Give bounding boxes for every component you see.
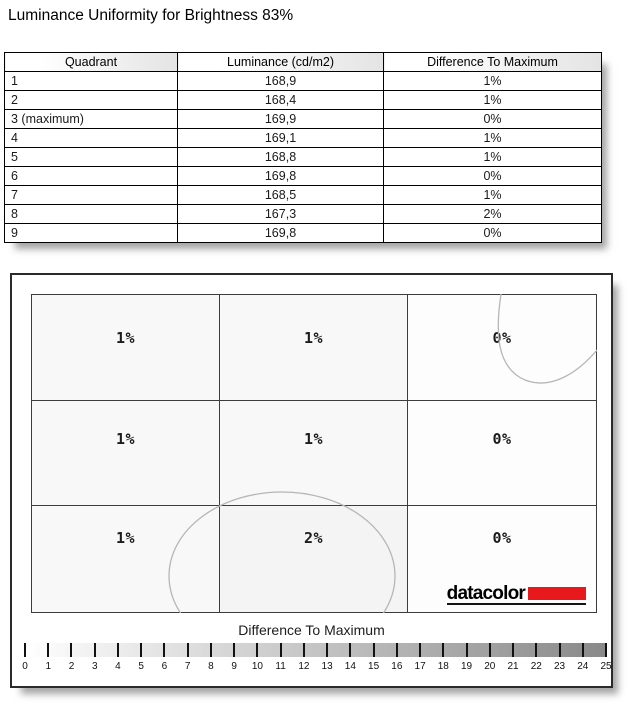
table-row bbox=[5, 129, 602, 148]
scale-tick-label: 12 bbox=[298, 661, 310, 672]
table-row bbox=[5, 167, 602, 186]
scale-tick-label: 13 bbox=[321, 661, 333, 672]
uniformity-table-body bbox=[5, 72, 602, 243]
scale-tick bbox=[210, 643, 212, 657]
scale-tick-label: 24 bbox=[577, 661, 589, 672]
uniformity-grid bbox=[31, 294, 597, 613]
datacolor-logo-red-bar bbox=[528, 587, 586, 600]
grid-cell-percent-label: 1% bbox=[115, 429, 136, 448]
quadrant-cell: 5 bbox=[5, 148, 178, 167]
scale-tick bbox=[605, 643, 607, 657]
table-row bbox=[5, 186, 602, 205]
scale-tick-labels bbox=[22, 661, 612, 673]
difference-cell: 1% bbox=[384, 186, 602, 205]
difference-cell: 1% bbox=[384, 72, 602, 91]
quadrant-cell: 7 bbox=[5, 186, 178, 205]
scale-tick bbox=[47, 643, 49, 657]
datacolor-logo bbox=[446, 583, 586, 605]
scale-tick-label: 0 bbox=[22, 661, 28, 672]
grid-cell bbox=[32, 401, 220, 507]
difference-cell: 1% bbox=[384, 148, 602, 167]
scale-tick-label: 19 bbox=[460, 661, 473, 672]
grid-cell-percent-label: 0% bbox=[492, 329, 512, 348]
scale-tick bbox=[280, 643, 282, 657]
scale-tick bbox=[582, 643, 584, 657]
grid-cell-percent-label: 1% bbox=[303, 329, 324, 348]
scale-tick-label: 17 bbox=[414, 661, 426, 672]
quadrant-cell: 2 bbox=[5, 91, 178, 110]
scale-tick-label: 15 bbox=[368, 661, 380, 672]
table-row bbox=[5, 148, 602, 167]
difference-cell: 1% bbox=[384, 91, 602, 110]
grid-cell-percent-label: 1% bbox=[115, 329, 136, 348]
table-row bbox=[5, 72, 602, 91]
luminance-cell: 168,9 bbox=[178, 72, 384, 91]
grid-cell-percent-label: 2% bbox=[303, 529, 324, 548]
quadrant-cell: 1 bbox=[5, 72, 178, 91]
luminance-cell: 169,8 bbox=[178, 167, 384, 186]
luminance-cell: 169,9 bbox=[178, 110, 384, 129]
scale-tick bbox=[489, 643, 491, 657]
scale-tick bbox=[140, 643, 142, 657]
grid-cell-percent-label: 0% bbox=[492, 429, 512, 448]
scale-tick-label: 10 bbox=[251, 661, 263, 672]
difference-cell: 2% bbox=[384, 205, 602, 224]
scale-gradient-bar bbox=[25, 643, 606, 657]
scale-tick-label: 21 bbox=[507, 661, 519, 672]
scale-tick-label: 16 bbox=[391, 661, 403, 672]
grid-cell bbox=[220, 506, 408, 612]
quadrant-cell: 3 (maximum) bbox=[5, 110, 178, 129]
scale-tick bbox=[373, 643, 375, 657]
luminance-cell: 168,8 bbox=[178, 148, 384, 167]
grid-cell bbox=[220, 401, 408, 507]
grid-cell-percent-label: 1% bbox=[303, 429, 324, 448]
scale-tick bbox=[466, 643, 468, 657]
grid-cell bbox=[408, 401, 596, 507]
scale-tick-label: 8 bbox=[208, 661, 214, 672]
scale-tick bbox=[233, 643, 235, 657]
table-header-difference: Difference To Maximum bbox=[384, 53, 602, 72]
table-header-row bbox=[5, 53, 602, 72]
grid-cell bbox=[32, 295, 220, 401]
grid-cell bbox=[32, 506, 220, 612]
scale-tick bbox=[419, 643, 421, 657]
scale-tick bbox=[256, 643, 258, 657]
difference-cell: 0% bbox=[384, 224, 602, 243]
scale-tick bbox=[559, 643, 561, 657]
scale-tick-label: 22 bbox=[530, 661, 542, 672]
scale-tick-label: 5 bbox=[138, 661, 144, 672]
grid-cell-percent-label: 0% bbox=[492, 529, 512, 548]
scale-tick bbox=[303, 643, 305, 657]
grid-cell-percent-label: 1% bbox=[115, 529, 136, 548]
scale-tick-label: 11 bbox=[275, 661, 286, 672]
scale-tick-label: 20 bbox=[484, 661, 496, 672]
scale-tick-label: 7 bbox=[184, 661, 191, 672]
luminance-cell: 169,1 bbox=[178, 129, 384, 148]
uniformity-table bbox=[4, 52, 602, 243]
scale-tick bbox=[163, 643, 165, 657]
table-header-luminance: Luminance (cd/m2) bbox=[178, 53, 384, 72]
scale-tick bbox=[117, 643, 119, 657]
page-title: Luminance Uniformity for Brightness 83% bbox=[8, 7, 294, 24]
scale-tick bbox=[94, 643, 96, 657]
luminance-cell: 168,4 bbox=[178, 91, 384, 110]
scale-tick bbox=[442, 643, 444, 657]
scale-tick-label: 14 bbox=[344, 661, 356, 672]
datacolor-logo-text: datacolor bbox=[446, 583, 525, 604]
quadrant-cell: 6 bbox=[5, 167, 178, 186]
quadrant-cell: 8 bbox=[5, 205, 178, 224]
scale-title: Difference To Maximum bbox=[238, 622, 385, 638]
luminance-cell: 169,8 bbox=[178, 224, 384, 243]
scale-tick-label: 9 bbox=[231, 661, 237, 672]
scale-tick-label: 4 bbox=[115, 661, 121, 672]
grid-cell bbox=[408, 295, 596, 401]
quadrant-cell: 9 bbox=[5, 224, 178, 243]
scale-tick-label: 6 bbox=[161, 661, 168, 672]
scale-tick-label: 23 bbox=[553, 661, 566, 672]
table-row bbox=[5, 91, 602, 110]
scale-tick bbox=[349, 643, 351, 657]
grid-cell bbox=[220, 295, 408, 401]
luminance-cell: 168,5 bbox=[178, 186, 384, 205]
difference-cell: 0% bbox=[384, 167, 602, 186]
scale-tick-label: 1 bbox=[45, 661, 52, 672]
scale-tick bbox=[70, 643, 72, 657]
scale-tick bbox=[24, 643, 26, 657]
scale-tick bbox=[396, 643, 398, 657]
scale-tick-label: 2 bbox=[68, 661, 75, 672]
quadrant-cell: 4 bbox=[5, 129, 178, 148]
scale-tick bbox=[512, 643, 514, 657]
table-row bbox=[5, 110, 602, 129]
scale-tick-label: 18 bbox=[437, 661, 449, 672]
luminance-cell: 167,3 bbox=[178, 205, 384, 224]
scale-tick bbox=[187, 643, 189, 657]
scale-tick-label: 25 bbox=[600, 661, 612, 672]
scale-tick-label: 3 bbox=[91, 661, 98, 672]
table-header-quadrant: Quadrant bbox=[5, 53, 178, 72]
table-row bbox=[5, 205, 602, 224]
difference-cell: 1% bbox=[384, 129, 602, 148]
difference-cell: 0% bbox=[384, 110, 602, 129]
uniformity-map-panel bbox=[10, 273, 613, 688]
scale-tick bbox=[535, 643, 537, 657]
scale-tick bbox=[326, 643, 328, 657]
table-row bbox=[5, 224, 602, 243]
